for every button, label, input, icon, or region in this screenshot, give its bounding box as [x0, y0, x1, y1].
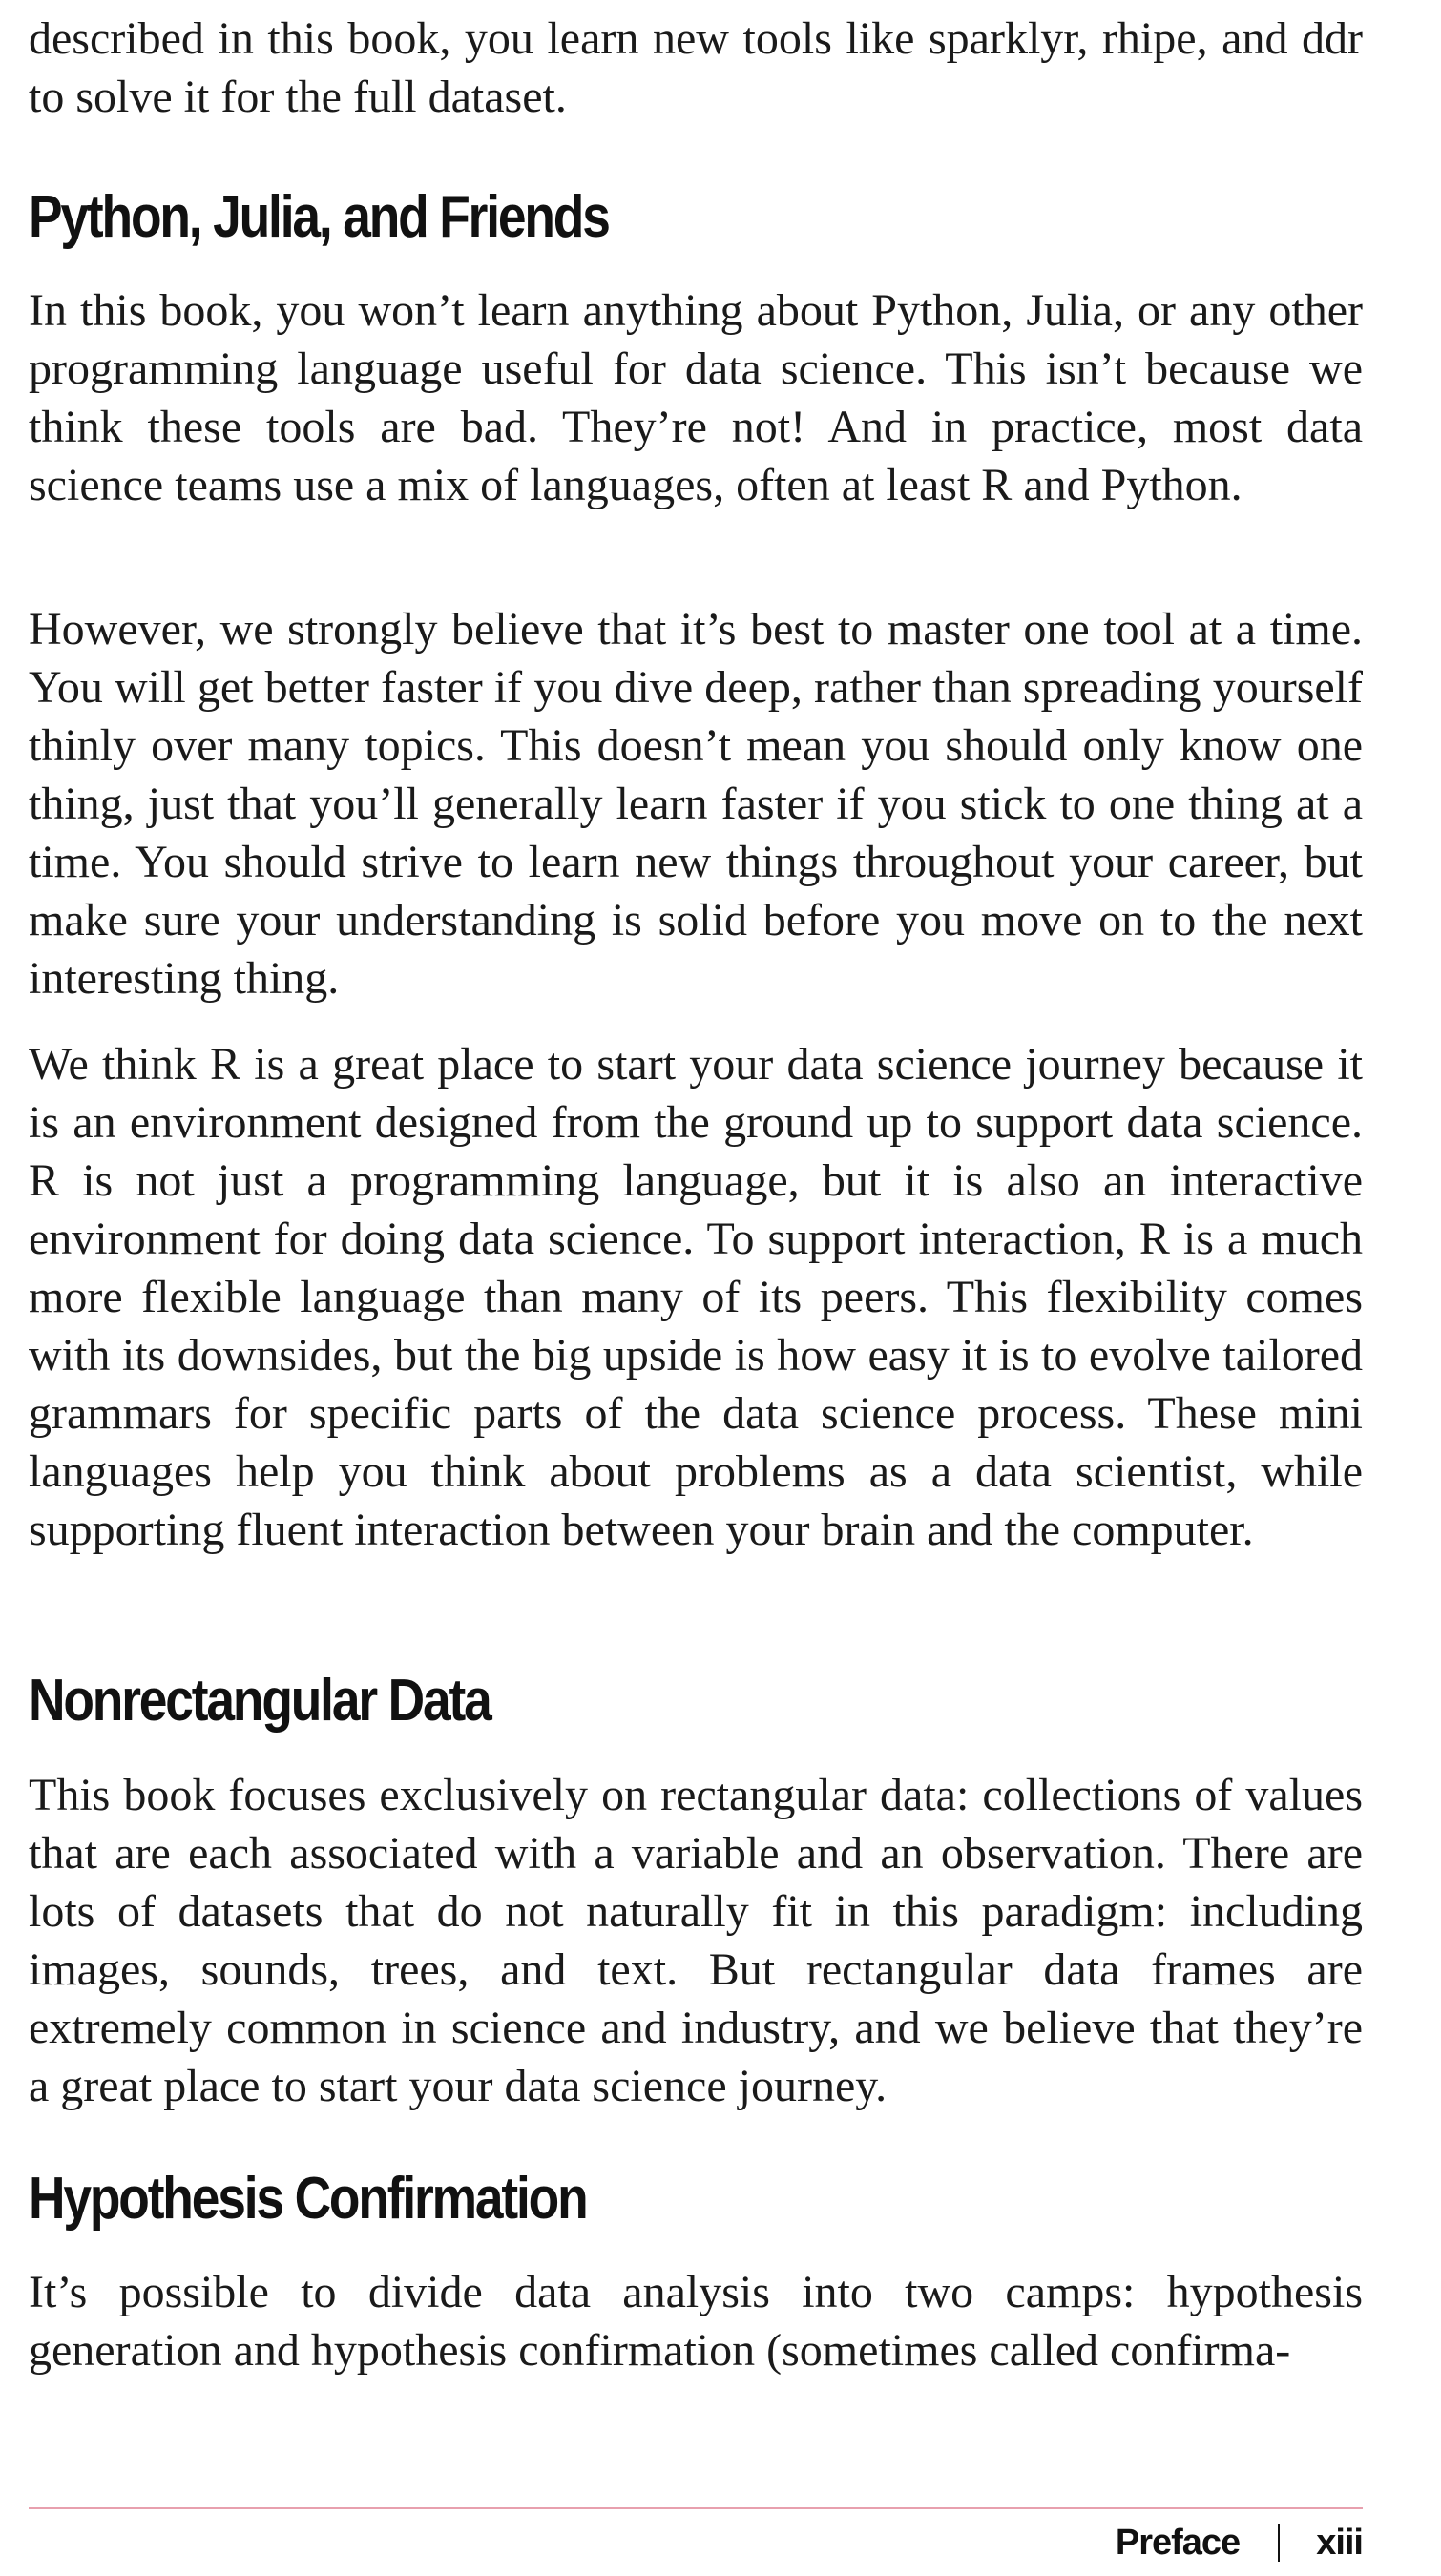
- footer-separator: [1278, 2524, 1280, 2562]
- paragraph-python-1: In this book, you won’t learn anything about Python, Julia, or any other programming language useful for data science. This isn’t because we think these tools are bad. They’re not! And in practice, most data science teams use a mix of languages, often at least R and Python.: [29, 285, 1363, 510]
- heading-nonrectangular-data: Nonrectangular Data: [29, 1668, 491, 1734]
- heading-hypothesis-confirmation: Hypothesis Confirmation: [29, 2166, 587, 2232]
- paragraph-python-2: However, we strongly believe that it’s best to master one tool at a time. You will get better faster if you dive deep, rather than spreading yourself thinly over many topics. This doesn’t mean you should only know one thing, just that you’ll generally learn faster if you stick to one thing at a time. You should strive to learn new things throughout your career, but make sure your understanding is solid before you move on to the next interesting thing.: [29, 604, 1363, 1004]
- heading-python-julia-friends: Python, Julia, and Friends: [29, 184, 609, 250]
- footer-page-number: xiii: [1316, 2522, 1363, 2563]
- book-page: [29, 0, 1363, 2576]
- page-footer: [1116, 2519, 1363, 2566]
- footer-section-label: Preface: [1115, 2522, 1241, 2563]
- paragraph-nonrectangular: This book focuses exclusively on rectangular data: collections of values that are each associated with a variable and an observation. There are lots of datasets that do not naturally fit in this paradigm: including images, sounds, trees, and text. But rectangular data frames are extremely common in science and industry, and we believe that they’re a great place to start your data science journey.: [29, 1770, 1363, 2111]
- paragraph-python-3: We think R is a great place to start your data science journey because it is an environment designed from the ground up to support data science. R is not just a programming language, but it is also an interactive environment for doing data science. To support interaction, R is a much more flexible language than many of its peers. This flexibility comes with its downsides, but the big upside is how easy it is to evolve tailored grammars for specific parts of the data science process. These mini languages help you think about problems as a data scientist, while supporting fluent interaction between your brain and the computer.: [29, 1039, 1363, 1555]
- paragraph-intro-tail: described in this book, you learn new tools like sparklyr, rhipe, and ddr to solve it for the full dataset.: [29, 13, 1363, 122]
- footer-rule: [29, 2507, 1363, 2509]
- paragraph-hypothesis: It’s possible to divide data analysis into two camps: hypothesis generation and hypothesis confirmation (sometimes called confirma-: [29, 2267, 1363, 2376]
